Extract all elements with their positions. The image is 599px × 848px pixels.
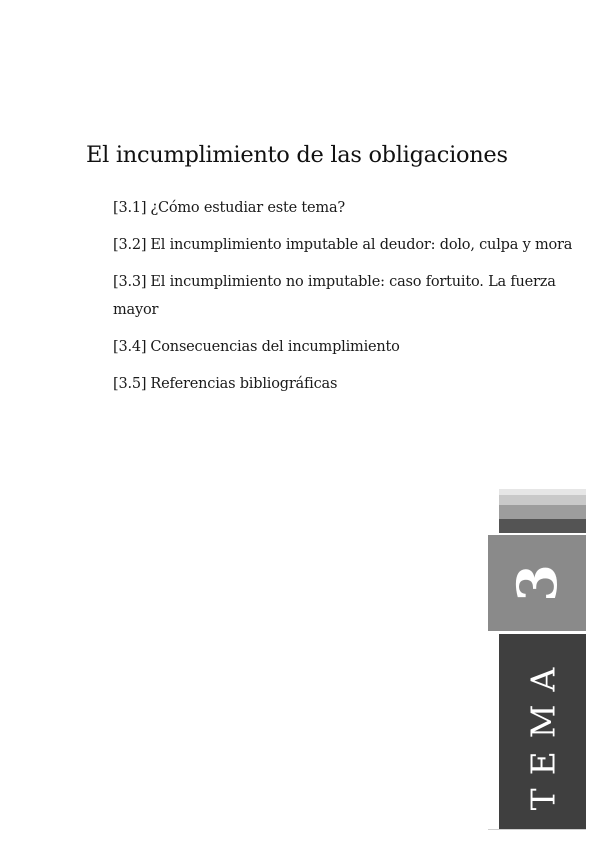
toc-number: [3.3] xyxy=(113,274,147,290)
chapter-number-box xyxy=(488,535,586,631)
toc-item-3-4 xyxy=(113,333,583,361)
chapter-number: 3 xyxy=(504,564,569,602)
toc-number: [3.1] xyxy=(113,200,147,216)
toc-text: ¿Cómo estudiar este tema? xyxy=(150,200,345,216)
tab-stripe-medium xyxy=(499,505,586,519)
toc-item-3-5 xyxy=(113,370,583,398)
toc-item-3-2 xyxy=(113,231,583,259)
table-of-contents xyxy=(113,194,583,407)
toc-number: [3.5] xyxy=(113,376,147,392)
tema-label: TEMA xyxy=(523,654,563,810)
toc-number: [3.2] xyxy=(113,237,147,253)
tab-base-line xyxy=(488,829,586,830)
tab-stripe-dark xyxy=(499,519,586,533)
toc-text: El incumplimiento imputable al deudor: dolo, culpa y mora xyxy=(150,237,573,253)
toc-item-3-3 xyxy=(113,268,583,324)
toc-number: [3.4] xyxy=(113,339,147,355)
toc-text: Consecuencias del incumplimiento xyxy=(150,339,400,355)
tema-label-box xyxy=(499,634,586,830)
chapter-title: El incumplimiento de las obligaciones xyxy=(86,142,508,168)
toc-item-3-1 xyxy=(113,194,583,222)
toc-text: El incumplimiento no imputable: caso fortuito. La fuerza mayor xyxy=(113,274,556,318)
tab-stripe-light xyxy=(499,495,586,505)
toc-text: Referencias bibliográficas xyxy=(150,376,338,392)
